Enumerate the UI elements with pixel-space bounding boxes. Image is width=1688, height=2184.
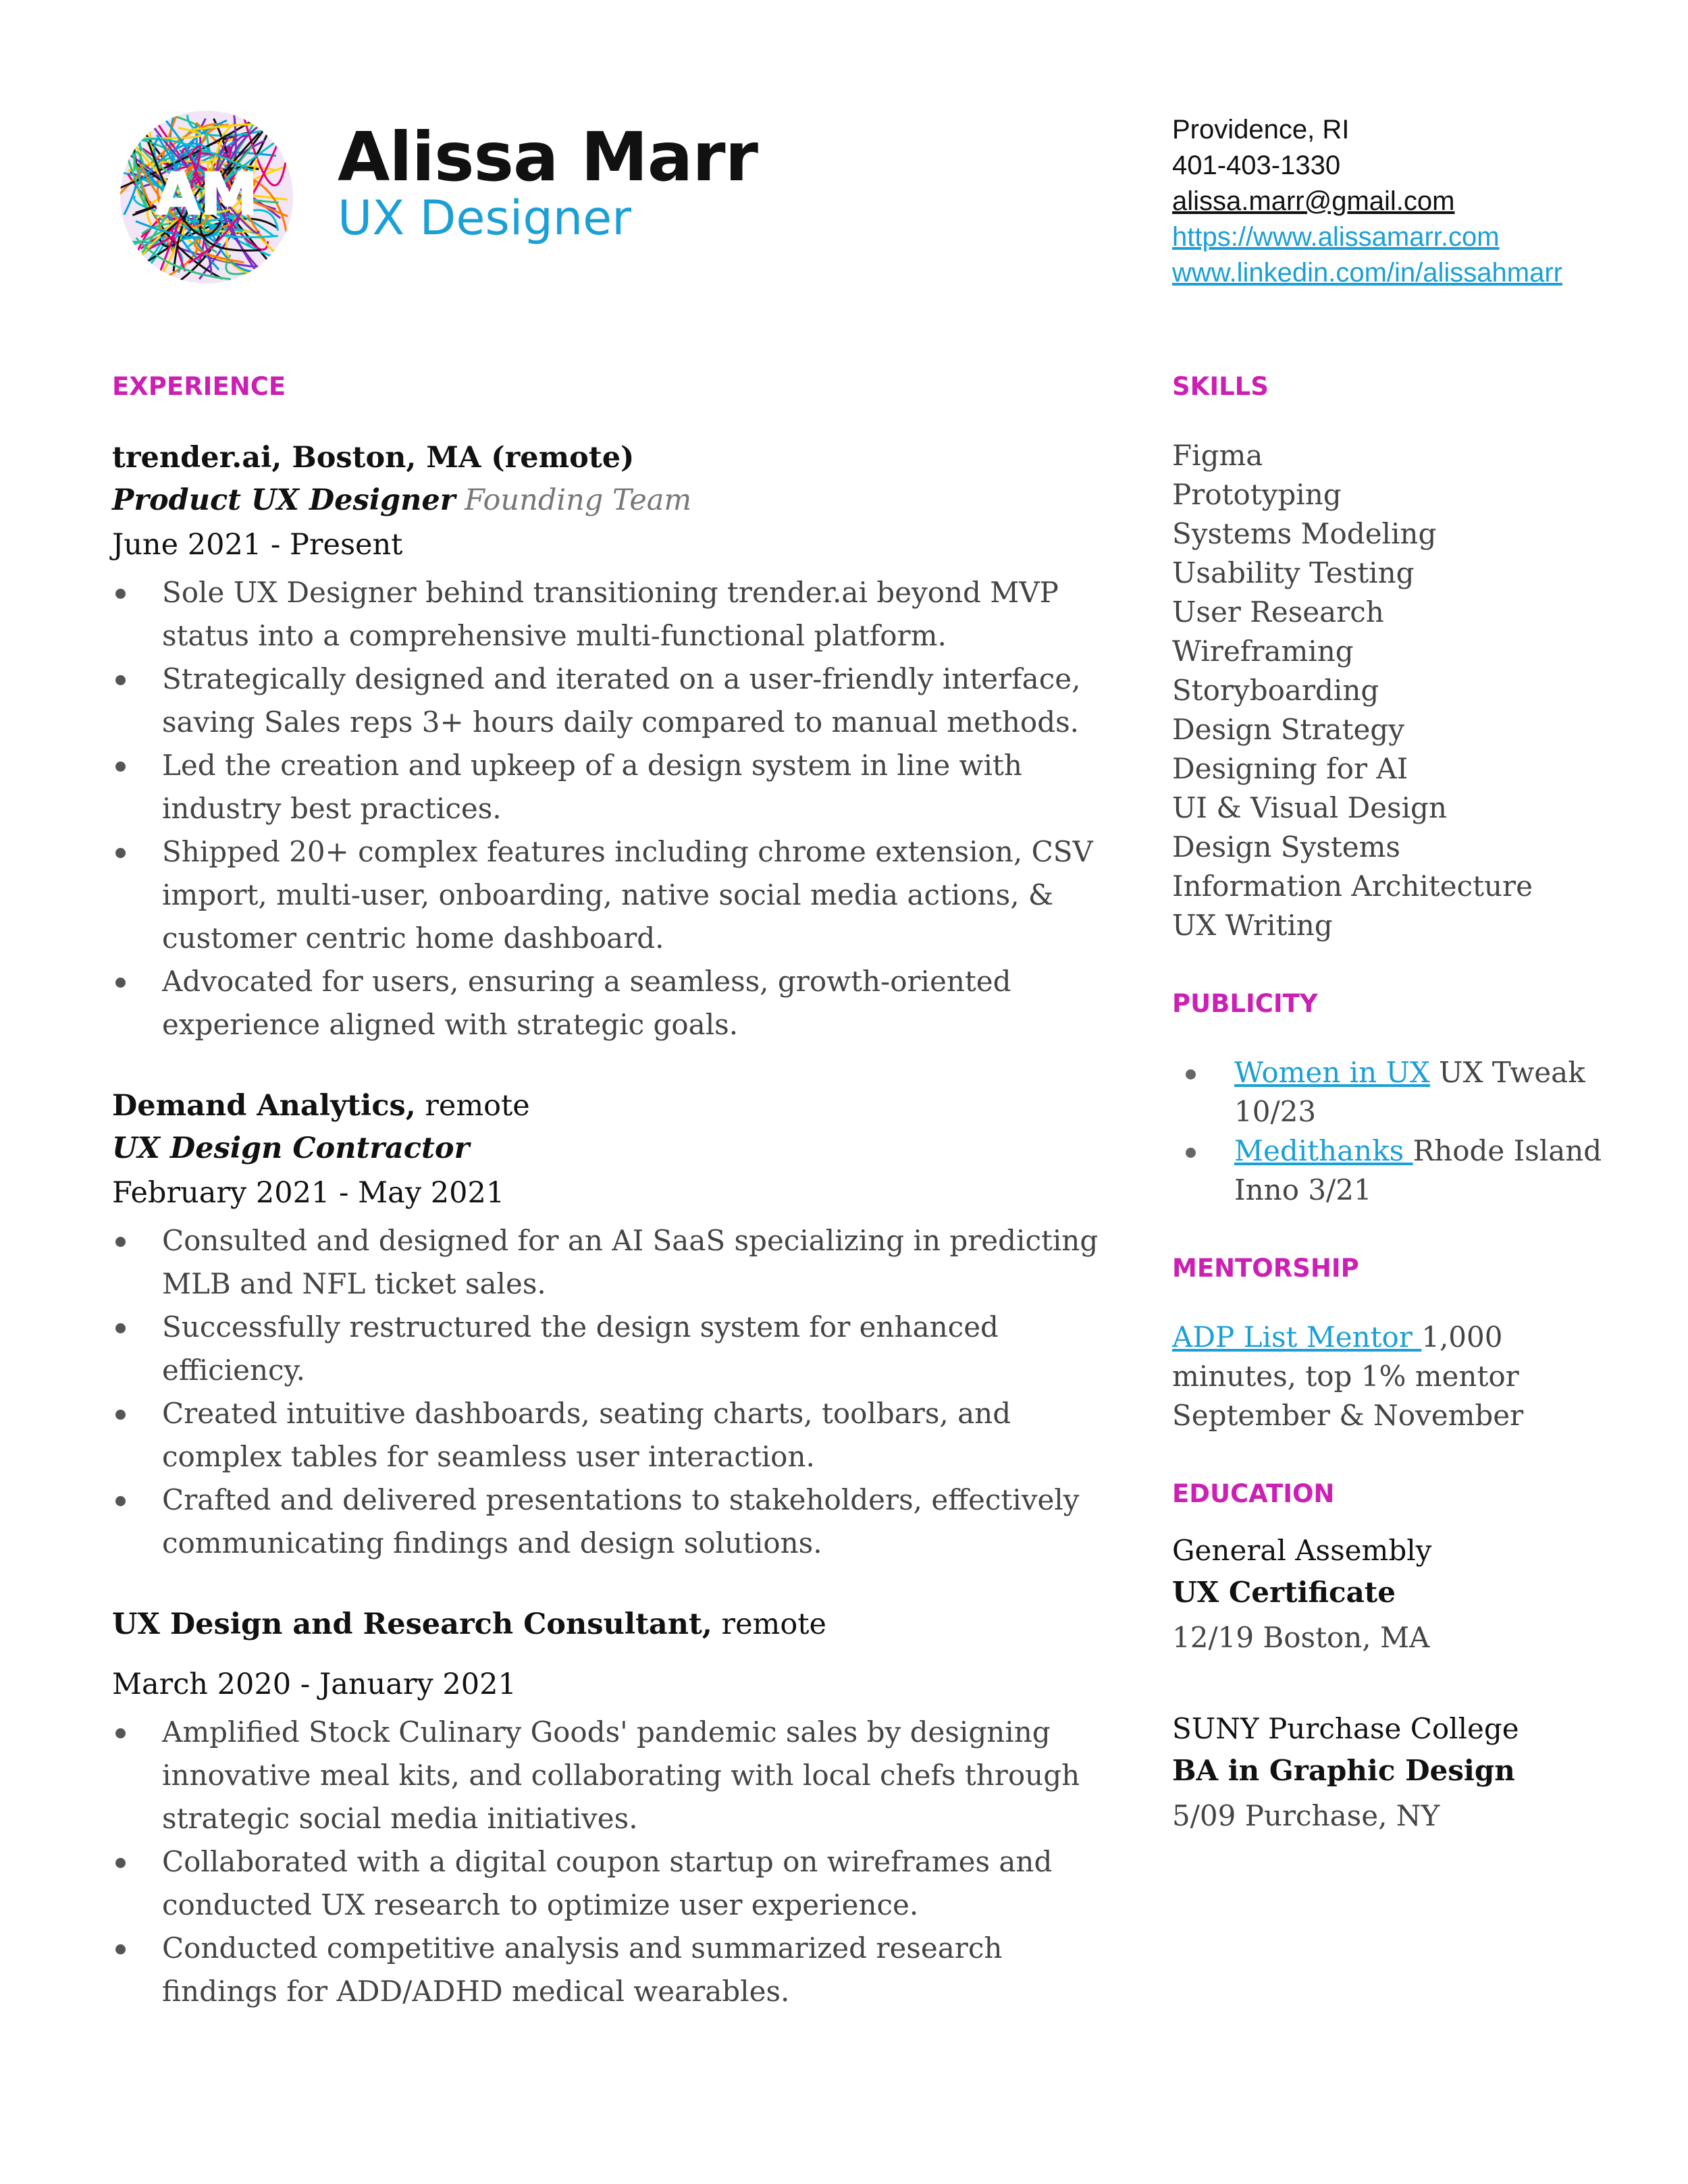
skill-item: Design Strategy [1172, 713, 1404, 746]
job-bullets [112, 1711, 1111, 2013]
bullet-dot-icon [115, 1237, 126, 1247]
skill-item: Usability Testing [1172, 556, 1415, 589]
job-company [112, 1086, 1111, 1126]
bullet-dot-icon [115, 762, 126, 772]
publicity-link-medithanks[interactable]: Medithanks [1234, 1134, 1413, 1167]
bullet-text: Crafted and delivered presentations to stakeholders, effectively communicating findings and design solutions. [162, 1483, 1080, 1560]
sidebar-column [1172, 370, 1604, 1840]
experience-heading: EXPERIENCE [112, 372, 286, 401]
bullet-text: Led the creation and upkeep of a design system in line with industry best practices. [162, 749, 1022, 825]
bullet-item [112, 830, 1111, 960]
skill-item: User Research [1172, 595, 1384, 629]
bullet-text: Shipped 20+ complex features including chrome extension, CSV import, multi-user, onboarding, native social media actions, & customer centric home dashboard. [162, 835, 1093, 955]
skill-item: Prototyping [1172, 478, 1342, 511]
publicity-section [1172, 987, 1604, 1210]
education-section [1172, 1477, 1604, 1840]
job-title-text: UX Design Contractor [112, 1131, 470, 1165]
bullet-item [112, 571, 1111, 658]
job-dates: March 2020 - January 2021 [112, 1668, 517, 1701]
job-company-name: trender.ai, Boston, MA (remote) [112, 441, 635, 475]
bullet-text: Conducted competitive analysis and summarized research findings for ADD/ADHD medical wearables. [162, 1932, 1003, 2008]
job-company-location: remote [415, 1089, 530, 1123]
publicity-item [1172, 1053, 1604, 1131]
job-dates: June 2021 - Present [112, 528, 403, 562]
bullet-dot-icon [115, 1728, 126, 1738]
job-entry [112, 1086, 1111, 1565]
bullet-dot-icon [115, 1496, 126, 1506]
job-dates: February 2021 - May 2021 [112, 1176, 505, 1210]
contact-website-link[interactable]: https://www.alissamarr.com [1172, 222, 1500, 252]
bullet-item [112, 1927, 1111, 2013]
bullet-item [112, 1711, 1111, 1840]
bullet-item [112, 1219, 1111, 1306]
mentorship-link[interactable]: ADP List Mentor [1172, 1321, 1422, 1354]
bullet-text: Collaborated with a digital coupon startup on wireframes and conducted UX research to optimize user experience. [162, 1845, 1053, 1921]
bullet-item [112, 1840, 1111, 1927]
bullet-dot-icon [115, 848, 126, 858]
skill-item: Storyboarding [1172, 674, 1379, 707]
bullet-dot-icon [115, 978, 126, 988]
job-entry [112, 1604, 1111, 2013]
education-degree: UX Certificate [1172, 1576, 1396, 1609]
bullet-dot-icon [115, 1323, 126, 1333]
bullet-item [112, 1479, 1111, 1565]
job-bullets [112, 571, 1111, 1046]
bullet-dot-icon [115, 1410, 126, 1420]
job-bullets [112, 1219, 1111, 1565]
bullet-text: Successfully restructured the design system for enhanced efficiency. [162, 1310, 999, 1387]
education-meta: 5/09 Purchase, NY [1172, 1799, 1440, 1832]
skill-item: UI & Visual Design [1172, 791, 1447, 824]
education-entry [1172, 1708, 1604, 1840]
contact-phone: 401-403-1330 [1172, 151, 1341, 180]
education-school: SUNY Purchase College [1172, 1712, 1519, 1745]
bullet-dot-icon [115, 675, 126, 685]
logo-graphic [119, 109, 294, 285]
bullet-text: Consulted and designed for an AI SaaS specializing in predicting MLB and NFL ticket sales. [162, 1224, 1099, 1300]
mentorship-detail: 1,000 minutes, top 1% mentor September & November [1172, 1321, 1524, 1432]
publicity-heading: PUBLICITY [1172, 989, 1318, 1018]
bullet-text: Advocated for users, ensuring a seamless, growth-oriented experience aligned with strategic goals. [162, 965, 1011, 1041]
bullet-dot-icon [1186, 1069, 1196, 1080]
bullet-dot-icon [1186, 1148, 1196, 1158]
bullet-dot-icon [115, 589, 126, 599]
logo-initials: AM [155, 161, 259, 228]
bullet-text: Created intuitive dashboards, seating charts, toolbars, and complex tables for seamless user interaction. [162, 1397, 1011, 1473]
skills-heading: SKILLS [1172, 372, 1269, 401]
education-heading: EDUCATION [1172, 1479, 1335, 1508]
bullet-text: Strategically designed and iterated on a user-friendly interface, saving Sales reps 3+ hours daily compared to manual methods. [162, 662, 1081, 739]
bullet-item [112, 744, 1111, 830]
job-company [112, 437, 1111, 478]
skill-item: Information Architecture [1172, 870, 1533, 903]
contact-email-link[interactable]: alissa.marr@gmail.com [1172, 186, 1455, 216]
logo-badge [119, 109, 294, 285]
skill-item: UX Writing [1172, 909, 1333, 942]
job-company-name: Demand Analytics, [112, 1089, 416, 1123]
candidate-name: Alissa Marr [338, 117, 758, 196]
publicity-item [1172, 1131, 1604, 1210]
education-entry [1172, 1530, 1604, 1662]
publicity-list [1172, 1053, 1604, 1210]
contact-linkedin-link[interactable]: www.linkedin.com/in/alissahmarr [1172, 258, 1562, 288]
bullet-text: Sole UX Designer behind transitioning trender.ai beyond MVP status into a comprehensive multi-functional platform. [162, 576, 1059, 652]
bullet-item [112, 960, 1111, 1046]
bullet-item [112, 658, 1111, 744]
skill-item: Design Systems [1172, 830, 1400, 863]
bullet-item [112, 1392, 1111, 1479]
bullet-item [112, 1306, 1111, 1392]
job-company [112, 1604, 1111, 1645]
job-title [112, 478, 1111, 523]
skill-item: Wireframing [1172, 635, 1354, 668]
job-title [112, 1126, 1111, 1171]
publicity-text: Rhode Island Inno 3/21 [1234, 1134, 1602, 1206]
mentorship-heading: MENTORSHIP [1172, 1254, 1359, 1283]
contact-block [1172, 112, 1562, 291]
candidate-role: UX Designer [338, 190, 631, 246]
skill-item: Systems Modeling [1172, 517, 1437, 550]
education-meta: 12/19 Boston, MA [1172, 1621, 1430, 1654]
bullet-dot-icon [115, 1944, 126, 1954]
experience-section [112, 370, 1111, 2052]
job-title-suffix: Founding Team [455, 483, 692, 517]
job-title-text: Product UX Designer [112, 483, 456, 517]
job-company-name: UX Design and Research Consultant, [112, 1607, 712, 1641]
publicity-text: UX Tweak 10/23 [1234, 1056, 1585, 1128]
education-school: General Assembly [1172, 1534, 1432, 1567]
skill-item: Figma [1172, 439, 1263, 472]
skills-list [1172, 436, 1604, 945]
contact-location: Providence, RI [1172, 115, 1350, 144]
job-entry [112, 437, 1111, 1046]
publicity-link-women-in-ux[interactable]: Women in UX [1234, 1056, 1430, 1089]
bullet-dot-icon [115, 1858, 126, 1868]
bullet-text: Amplified Stock Culinary Goods' pandemic sales by designing innovative meal kits, and collaborating with local chefs through strategic social media initiatives. [162, 1715, 1080, 1835]
education-degree: BA in Graphic Design [1172, 1754, 1515, 1787]
job-company-location: remote [712, 1607, 826, 1641]
skill-item: Designing for AI [1172, 752, 1408, 785]
mentorship-section [1172, 1252, 1604, 1435]
mentorship-text [1172, 1318, 1604, 1435]
